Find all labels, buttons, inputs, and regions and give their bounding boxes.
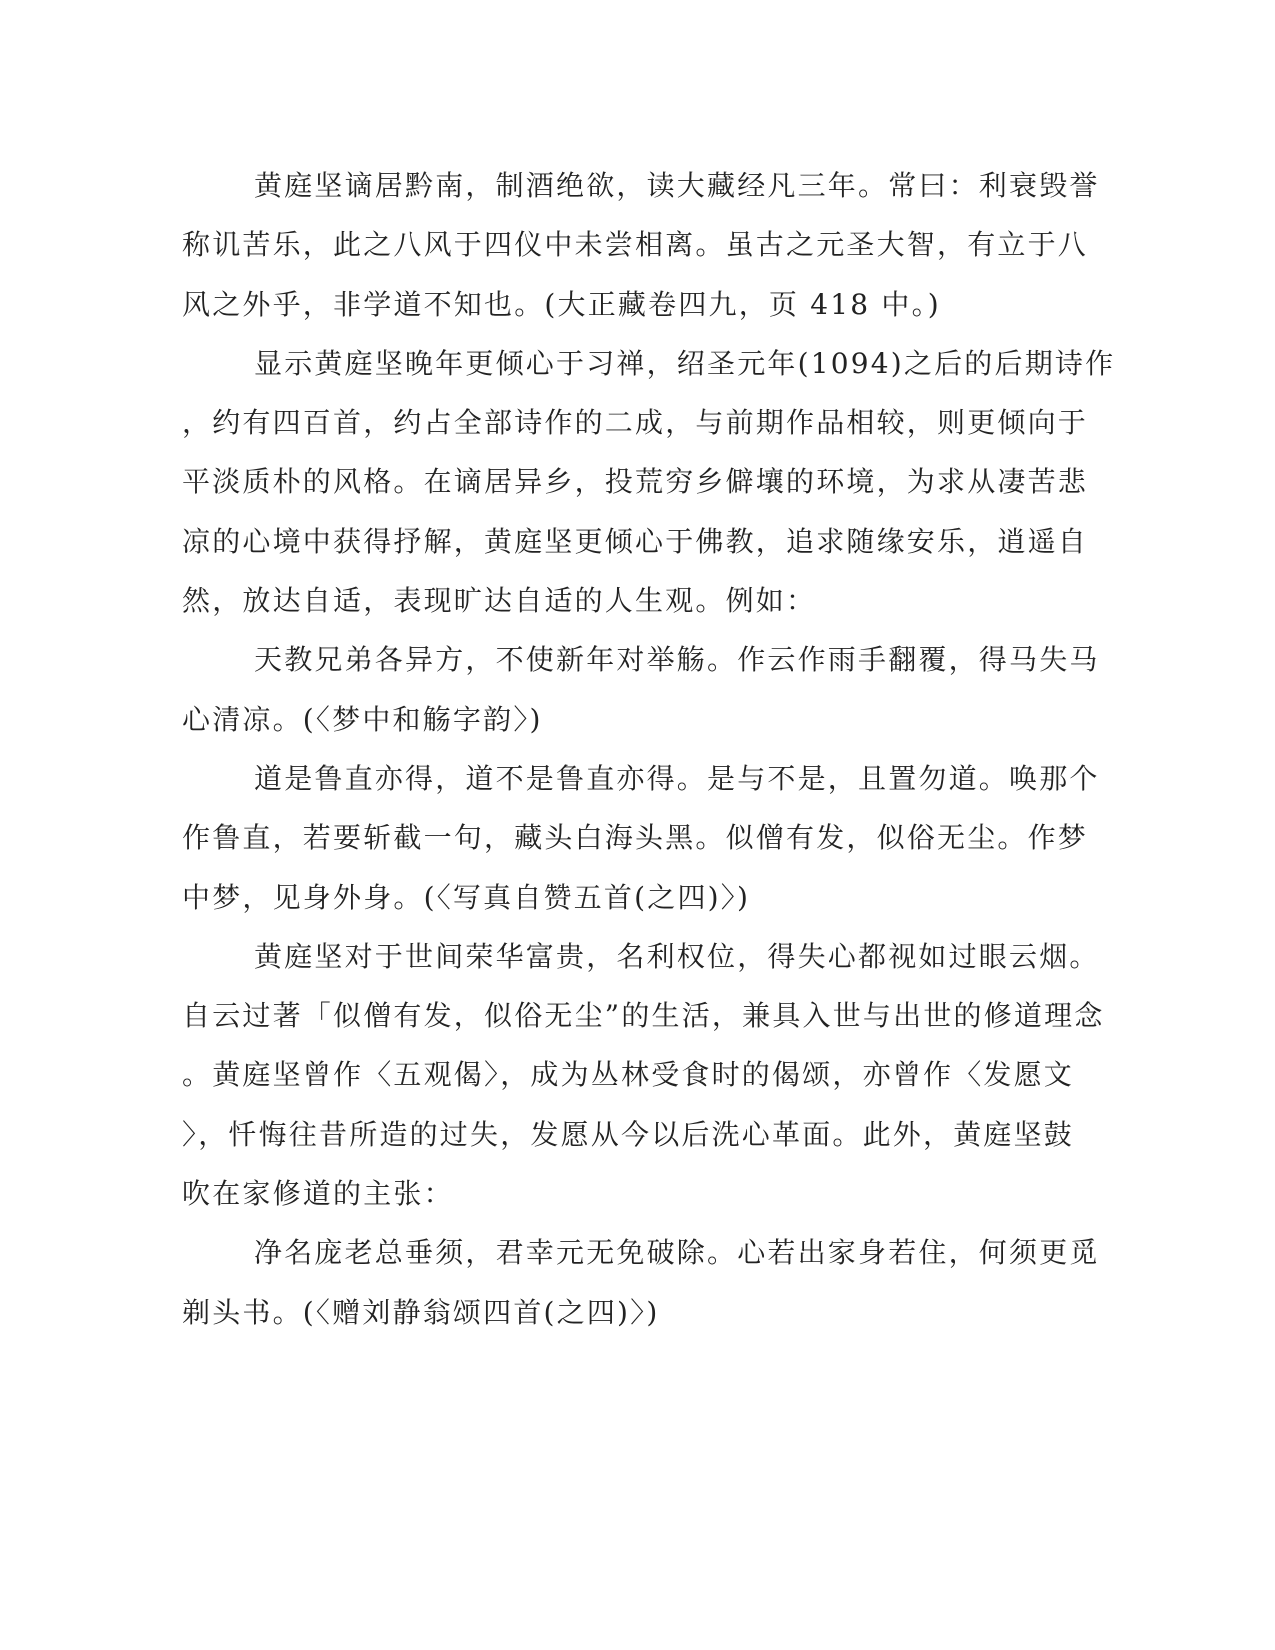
text-line: 凉的心境中获得抒解，黄庭坚更倾心于佛教，追求随缘安乐，逍遥自 [182, 524, 1089, 558]
text-line: 剃头书。(〈赠刘静翁颂四首(之四)〉) [182, 1295, 660, 1329]
text-line: 作鲁直，若要斩截一句，藏头白海头黑。似僧有发，似俗无尘。作梦 [182, 821, 1089, 855]
text-line: 中梦，见身外身。(〈写真自赞五首(之四)〉) [182, 880, 751, 914]
text-line: 自云过著「似僧有发，似俗无尘”的生活，兼具入世与出世的修道理念 [182, 999, 1105, 1033]
text-line: 。黄庭坚曾作〈五观偈〉，成为丛林受食时的偈颂，亦曾作〈发愿文 [182, 1058, 1075, 1092]
body-text [182, 156, 1116, 1342]
text-line: ，约有四百首，约占全部诗作的二成，与前期作品相较，则更倾向于 [182, 406, 1089, 440]
text-line: 平淡质朴的风格。在谪居异乡，投荒穷乡僻壤的环境，为求从凄苦悲 [182, 465, 1089, 499]
text-line: 黄庭坚对于世间荣华富贵，名利权位，得失心都视如过眼云烟。 [254, 939, 1100, 973]
text-line: 黄庭坚谪居黔南，制酒绝欲，读大藏经凡三年。常曰：利衰毁誉 [254, 169, 1100, 202]
text-line: 道是鲁直亦得，道不是鲁直亦得。是与不是，且置勿道。唤那个 [254, 761, 1100, 795]
text-line: 净名庞老总垂须，君幸元无免破除。心若出家身若住，何须更觅 [254, 1236, 1100, 1270]
text-line: 风之外乎，非学道不知也。(大正藏卷四九，页 418 中。) [182, 287, 941, 321]
text-line: 称讥苦乐，此之八风于四仪中未尝相离。虽古之元圣大智，有立于八 [182, 228, 1089, 262]
text-line: 吹在家修道的主张： [182, 1177, 454, 1211]
text-line: 心清凉。(〈梦中和觞字韵〉) [182, 702, 543, 736]
text-line: 显示黄庭坚晚年更倾心于习禅，绍圣元年(1094)之后的后期诗作 [254, 346, 1116, 380]
text-line: 〉，忏悔往昔所造的过失，发愿从今以后洗心革面。此外，黄庭坚鼓 [182, 1117, 1075, 1151]
text-line: 天教兄弟各异方，不使新年对举觞。作云作雨手翻覆，得马失马 [254, 643, 1100, 677]
text-line: 然，放达自适，表现旷达自适的人生观。例如： [182, 584, 817, 618]
